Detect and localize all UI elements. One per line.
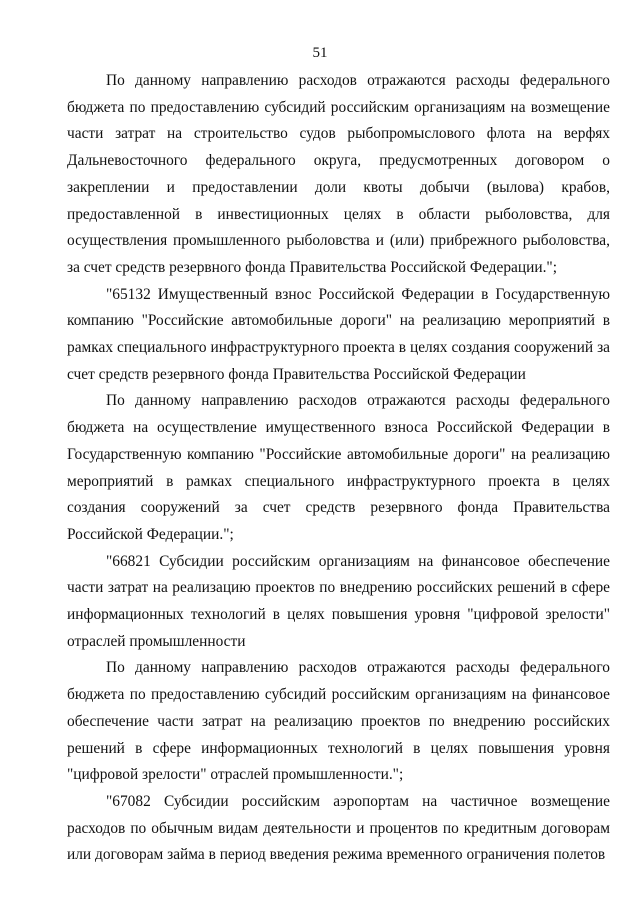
paragraph-expense-description-65132: По данному направлению расходов отражаются расходы федерального бюджета на осуществление имущественного взноса Российской Федерации в Государственную компанию "Российские автомобильные дороги" на реализацию мероприятий в рамках специального инфраструктурного проекта в целях создания сооружений за счет средств резервного фонда Правительства Российской Федерации."; — [67, 392, 610, 543]
page-number: 51 — [312, 45, 328, 61]
paragraph-code-65132: "65132 Имущественный взнос Российской Федерации в Государственную компанию "Российские автомобильные дороги" на реализацию мероприятий в рамках специального инфраструктурного проекта в целях создания сооружений за счет средств резервного фонда Правительства Российской Федерации — [67, 285, 610, 383]
paragraph-expense-description-66821: По данному направлению расходов отражаются расходы федерального бюджета по предоставлению субсидий российским организациям на финансовое обеспечение части затрат на реализацию проектов по внедрению российских решений в сфере информационных технологий в целях повышения уровня "цифровой зрелости" отраслей промышленности."; — [67, 659, 610, 784]
document-body — [67, 68, 610, 869]
paragraph-code-67082: "67082 Субсидии российским аэропортам на частичное возмещение расходов по обычным видам деятельности и процентов по кредитным договорам или договорам займа в период введения режима временного ограничения полетов — [67, 792, 610, 864]
paragraph-expense-description-fishing-fleet: По данному направлению расходов отражаются расходы федерального бюджета по предоставлению субсидий российским организациям на возмещение части затрат на строительство судов рыбопромыслового флота на верфях Дальневосточного федерального округа, предусмотренных договором о закреплении и предоставлении доли квоты добычи (вылова) крабов, предоставленной в инвестиционных целях в области рыболовства, для осуществления промышленного рыболовства и (или) прибрежного рыболовства, за счет средств резервного фонда Правительства Российской Федерации."; — [67, 72, 610, 276]
paragraph-code-66821: "66821 Субсидии российским организациям на финансовое обеспечение части затрат на реализацию проектов по внедрению российских решений в сфере информационных технологий в целях повышения уровня "цифровой зрелости" отраслей промышленности — [67, 552, 610, 650]
